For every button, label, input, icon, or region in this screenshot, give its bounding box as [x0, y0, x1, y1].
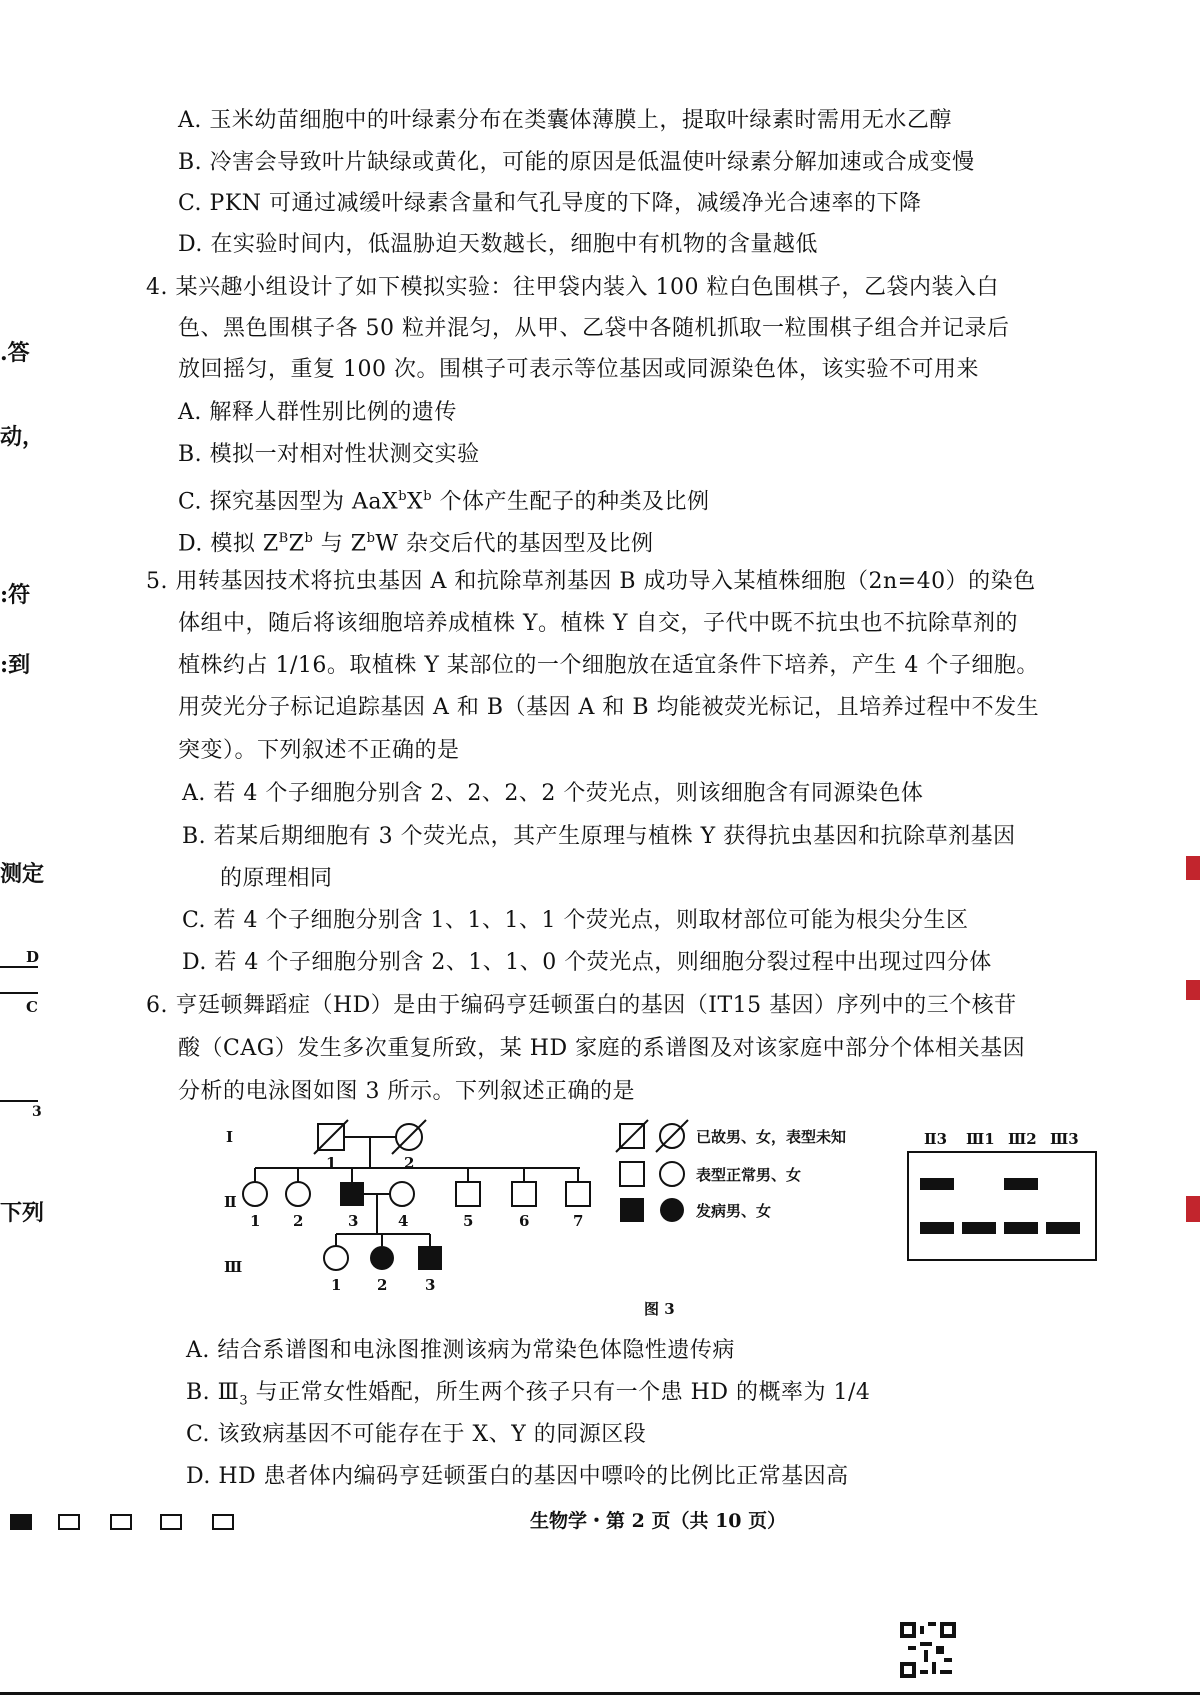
normal-female-symbol	[243, 1182, 267, 1206]
page-marker-empty	[160, 1514, 182, 1530]
pedigree-number: 4	[398, 1212, 409, 1230]
q4-option-c	[178, 482, 710, 517]
normal-female-symbol	[390, 1182, 414, 1206]
gel-band	[920, 1222, 954, 1234]
q5-option-a: A. 若 4 个子细胞分别含 2、2、2、2 个荧光点，则该细胞含有同源染色体	[182, 781, 924, 806]
q4-stem: 4. 某兴趣小组设计了如下模拟实验：往甲袋内装入 100 粒白色围棋子，乙袋内装入白	[146, 275, 999, 300]
q5-stem: 体组中，随后将该细胞培养成植株 Y。植株 Y 自交，子代中既不抗虫也不抗除草剂的	[178, 611, 1019, 636]
legend-label: 发病男、女	[696, 1202, 772, 1220]
z-chromosome: Z	[288, 531, 305, 557]
margin-fragment: 测定	[0, 861, 45, 887]
legend-normal-male-icon	[620, 1162, 644, 1186]
margin-letter: D	[26, 948, 40, 966]
pedigree-number: 1	[331, 1276, 342, 1294]
q4-option-d-text: W 杂交后代的基因型及比例	[375, 531, 654, 557]
pedigree-number: 5	[463, 1212, 474, 1230]
margin-fragment: 下列	[0, 1200, 45, 1226]
pedigree-number: 2	[404, 1154, 415, 1172]
affected-male-symbol	[418, 1246, 442, 1270]
q6-option-b-text: 与正常女性婚配，所生两个孩子只有一个患 HD 的概率为 1/4	[248, 1380, 871, 1405]
margin-letter: 3	[32, 1104, 42, 1120]
pedigree-number: 1	[250, 1212, 261, 1230]
page-footer: 生物学・第 2 页（共 10 页）	[530, 1510, 787, 1532]
q6-stem: 6. 亨廷顿舞蹈症（HD）是由于编码亨廷顿蛋白的基因（IT15 基因）序列中的三个核苷	[146, 993, 1017, 1018]
gel-band	[920, 1178, 954, 1190]
margin-fragment: :到	[0, 652, 31, 678]
affected-female-symbol	[370, 1246, 394, 1270]
gel-band	[1046, 1222, 1080, 1234]
page-marker-empty	[212, 1514, 234, 1530]
gel-lane-label: Ⅲ3	[1050, 1130, 1079, 1148]
q6-option-a: A. 结合系谱图和电泳图推测该病为常染色体隐性遗传病	[186, 1338, 735, 1363]
normal-male-symbol	[512, 1182, 536, 1206]
legend-affected-female-icon	[660, 1198, 684, 1222]
margin-lines	[0, 960, 40, 1110]
superscript: b	[366, 531, 376, 546]
pedigree-number: 2	[377, 1276, 388, 1294]
normal-female-symbol	[324, 1246, 348, 1270]
q6-stem: 分析的电泳图如图 3 所示。下列叙述正确的是	[178, 1079, 635, 1104]
q4-option-b: B. 模拟一对相对性状测交实验	[178, 442, 480, 467]
legend-label: 表型正常男、女	[696, 1166, 802, 1184]
red-edge-tab	[1186, 980, 1200, 1000]
q5-stem: 突变）。下列叙述不正确的是	[178, 738, 460, 763]
superscript: b	[398, 489, 408, 504]
figure-3	[220, 1118, 1120, 1318]
q6-stem: 酸（CAG）发生多次重复所致，某 HD 家庭的系谱图及对该家庭中部分个体相关基因	[178, 1036, 1026, 1061]
normal-female-symbol	[286, 1182, 310, 1206]
subscript: 3	[239, 1393, 249, 1409]
q5-option-c: C. 若 4 个子细胞分别含 1、1、1、1 个荧光点，则取材部位可能为根尖分生区	[182, 908, 969, 933]
q5-stem: 植株约占 1/16。取植株 Y 某部位的一个细胞放在适宜条件下培养，产生 4 个子细胞。	[178, 653, 1039, 678]
normal-male-symbol	[456, 1182, 480, 1206]
pedigree-number: 2	[293, 1212, 304, 1230]
legend-affected-male-icon	[620, 1198, 644, 1222]
gen-label-2: Ⅱ	[224, 1193, 237, 1211]
pedigree-number: 3	[348, 1212, 359, 1230]
q5-option-d: D. 若 4 个子细胞分别含 2、1、1、0 个荧光点，则细胞分裂过程中出现过四分体	[182, 950, 992, 975]
superscript: b	[423, 489, 433, 504]
margin-letter: C	[26, 998, 38, 1016]
q3-option-b: B. 冷害会导致叶片缺绿或黄化，可能的原因是低温使叶绿素分解加速或合成变慢	[178, 150, 975, 175]
gel-lane-label: Ⅲ1	[966, 1130, 995, 1148]
pedigree-number: 3	[425, 1276, 436, 1294]
gel-band	[962, 1222, 996, 1234]
page-marker-filled	[10, 1514, 32, 1530]
gel-lane-label: Ⅲ2	[1008, 1130, 1037, 1148]
q4-option-d	[178, 524, 654, 559]
gel-frame	[908, 1152, 1096, 1260]
superscript: B	[278, 531, 289, 546]
red-edge-tab	[1186, 1196, 1200, 1222]
gen-label-1: I	[226, 1128, 234, 1146]
pedigree-number: 1	[326, 1154, 337, 1172]
q5-option-b-cont: 的原理相同	[220, 866, 333, 891]
q5-stem: 用荧光分子标记追踪基因 A 和 B（基因 A 和 B 均能被荧光标记，且培养过程中不发生	[178, 695, 1040, 720]
normal-male-symbol	[566, 1182, 590, 1206]
q6-option-c: C. 该致病基因不可能存在于 X、Y 的同源区段	[186, 1422, 647, 1447]
q6-option-d: D. HD 患者体内编码亨廷顿蛋白的基因中嘌呤的比例比正常基因高	[186, 1464, 849, 1489]
figure-caption: 图 3	[644, 1300, 675, 1318]
gel-lane-label: Ⅱ3	[924, 1130, 948, 1148]
qr-code	[900, 1622, 956, 1678]
superscript: b	[304, 531, 314, 546]
legend-normal-female-icon	[660, 1162, 684, 1186]
q5-option-b: B. 若某后期细胞有 3 个荧光点，其产生原理与植株 Y 获得抗虫基因和抗除草剂基因	[182, 824, 1016, 849]
q4-option-c-text: C. 探究基因型为 AaX	[178, 489, 399, 515]
margin-fragment: .答	[0, 340, 30, 366]
q6-option-b-text: B. Ⅲ	[186, 1380, 240, 1405]
q4-option-a: A. 解释人群性别比例的遗传	[178, 400, 457, 425]
pedigree-number: 7	[573, 1212, 584, 1230]
q3-option-d: D. 在实验时间内，低温胁迫天数越长，细胞中有机物的含量越低	[178, 232, 818, 257]
q4-stem: 放回摇匀，重复 100 次。围棋子可表示等位基因或同源染色体，该实验不可用来	[178, 357, 979, 382]
gel-band	[1004, 1178, 1038, 1190]
gel-band	[1004, 1222, 1038, 1234]
pedigree-number: 6	[519, 1212, 530, 1230]
page-marker-empty	[58, 1514, 80, 1530]
page-marker-empty	[110, 1514, 132, 1530]
q4-option-d-text: D. 模拟 Z	[178, 531, 279, 557]
bottom-rule	[0, 1692, 1200, 1695]
q4-option-d-text: 与 Z	[313, 531, 367, 557]
legend-label: 已故男、女，表型未知	[696, 1128, 847, 1146]
red-edge-tab	[1186, 856, 1200, 880]
margin-fragment: :符	[0, 582, 31, 608]
q5-stem: 5. 用转基因技术将抗虫基因 A 和抗除草剂基因 B 成功导入某植株细胞（2n=40）的染色	[146, 569, 1036, 594]
x-chromosome: X	[407, 489, 424, 515]
affected-male-symbol	[340, 1182, 364, 1206]
q4-stem: 色、黑色围棋子各 50 粒并混匀，从甲、乙袋中各随机抓取一粒围棋子组合并记录后	[178, 316, 1010, 341]
q4-option-c-text: 个体产生配子的种类及比例	[432, 489, 710, 515]
gen-label-3: Ⅲ	[224, 1258, 243, 1276]
q3-option-a: A. 玉米幼苗细胞中的叶绿素分布在类囊体薄膜上，提取叶绿素时需用无水乙醇	[178, 108, 952, 133]
q6-option-b	[186, 1378, 870, 1416]
q3-option-c: C. PKN 可通过减缓叶绿素含量和气孔导度的下降，减缓净光合速率的下降	[178, 191, 922, 216]
margin-fragment: 动，	[0, 424, 45, 450]
